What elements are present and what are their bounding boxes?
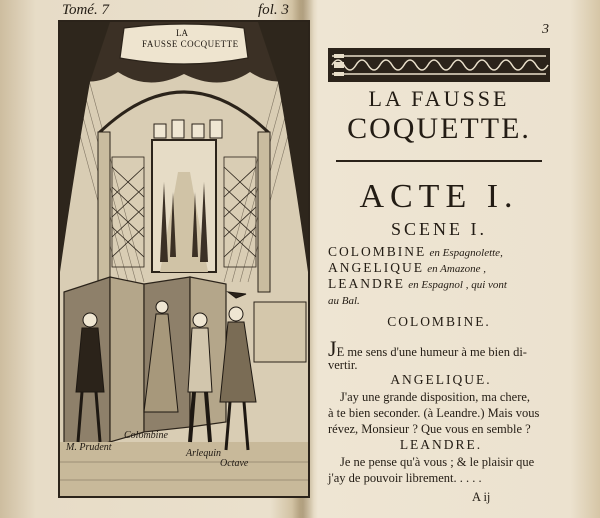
cast-line	[328, 244, 503, 260]
dialogue-text: E me sens d'une humeur à me bien di-	[336, 345, 527, 359]
plate-title-la: LA	[176, 28, 188, 38]
left-header: Tomé. 7	[62, 2, 109, 18]
scene-heading: SCENE I.	[391, 219, 487, 239]
engraving-illustration	[60, 22, 308, 496]
dialogue-line: j'ay de pouvoir librement. . . . .	[328, 471, 482, 485]
signature-mark: A ij	[472, 490, 491, 504]
cast-name: ANGELIQUE	[328, 260, 424, 275]
caption-octave: Octave	[220, 458, 249, 469]
speaker-heading: COLOMBINE.	[387, 314, 491, 329]
play-title-line1: LA FAUSSE	[368, 86, 510, 111]
fleuron-ornament-band	[328, 48, 550, 82]
play-title-line2: COQUETTE.	[347, 112, 531, 145]
cast-desc: en Espagnol , qui vont	[408, 279, 507, 291]
dialogue-line: à te bien seconder. (à Leandre.) Mais vous	[328, 406, 540, 420]
cast-desc: en Espagnolette,	[429, 247, 503, 259]
act-heading: ACTE I.	[359, 178, 519, 215]
cast-line	[328, 292, 360, 308]
cast-desc: en Amazone ,	[427, 263, 486, 275]
dialogue-line: vertir.	[328, 358, 358, 372]
cast-desc: au Bal.	[328, 295, 360, 307]
caption-prudent: M. Prudent	[66, 442, 112, 453]
caption-arlequin: Arlequin	[186, 448, 221, 459]
speaker-heading: ANGELIQUE.	[390, 372, 492, 387]
cast-name: COLOMBINE	[328, 244, 427, 259]
drop-cap: J	[328, 336, 337, 361]
dialogue-line: J'ay une grande disposition, ma chere,	[340, 390, 531, 404]
caption-colombine: Colombine	[124, 430, 168, 441]
dialogue-line: Je ne pense qu'à vous ; & le plaisir que	[340, 455, 535, 469]
cast-name: LEANDRE	[328, 276, 405, 291]
right-page	[310, 0, 600, 518]
engraving-plate	[58, 20, 310, 498]
dialogue-line	[328, 336, 527, 361]
cast-line	[328, 260, 486, 276]
page-number: 3	[542, 22, 549, 37]
title-rule	[336, 160, 542, 162]
dialogue-line: révez, Monsieur ? Que vous en semble ?	[328, 422, 531, 436]
plate-title: FAUSSE COCQUETTE	[142, 39, 239, 49]
folio-header: fol. 3	[258, 2, 289, 18]
cast-line	[328, 276, 507, 292]
speaker-heading: LEANDRE.	[399, 437, 483, 452]
